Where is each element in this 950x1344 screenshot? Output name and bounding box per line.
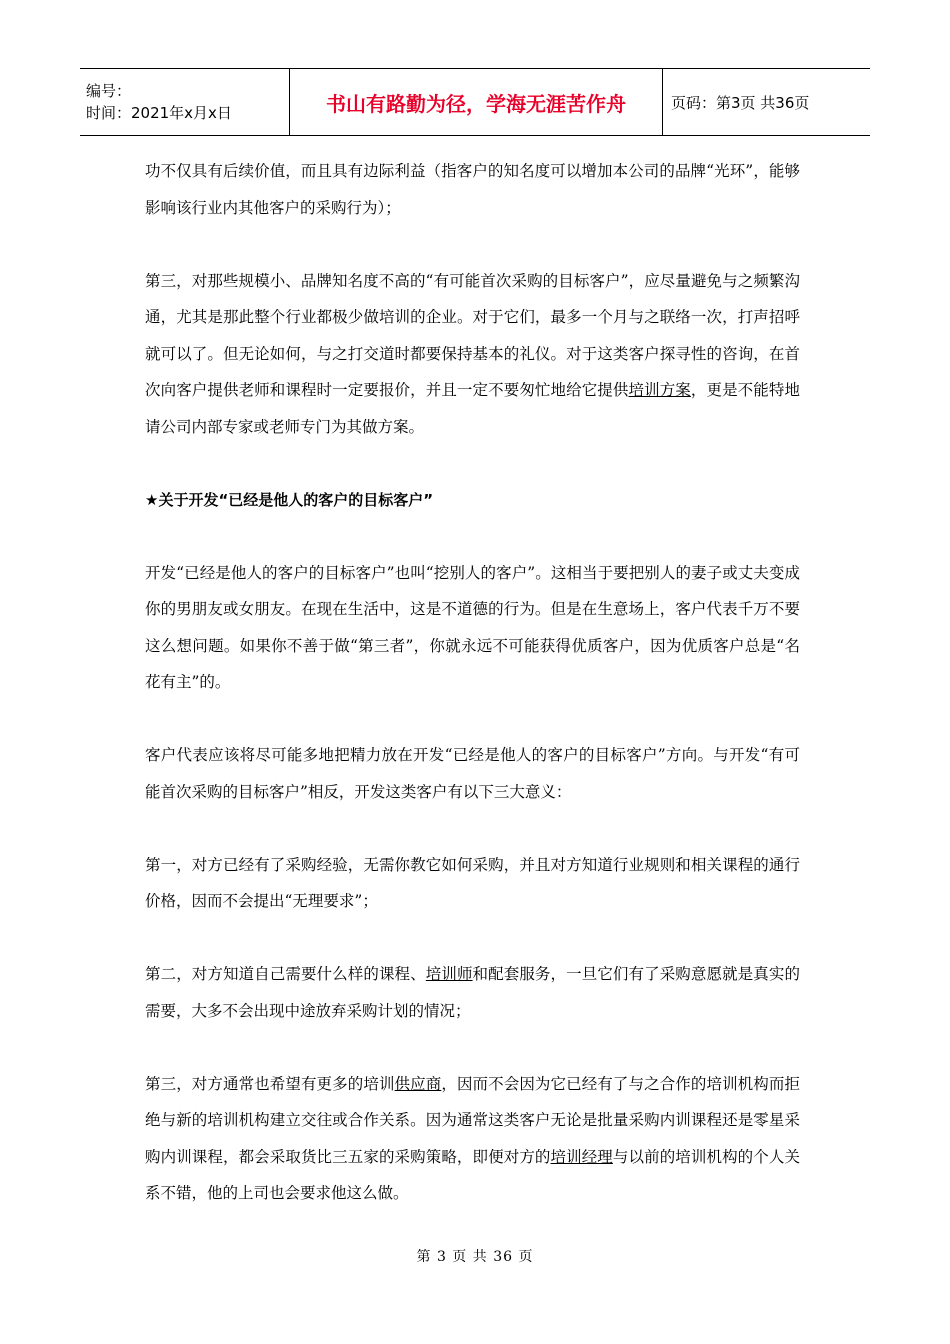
page-header <box>80 68 870 136</box>
header-meta <box>80 69 290 136</box>
paragraph: 第三，对方通常也希望有更多的培训供应商，因而不会因为它已经有了与之合作的培训机构而拒绝与新的培训机构建立交往或合作关系。因为通常这类客户无论是批量采购内训课程还是零星采购内训课程，都会采取货比三五家的采购策略，即便对方的培训经理与以前的培训机构的个人关系不错，他的上司也会要求他这么做。 <box>145 1074 800 1202</box>
paragraph: 第二，对方知道自己需要什么样的课程、培训师和配套服务，一旦它们有了采购意愿就是真实的需要，大多不会出现中途放弃采购计划的情况； <box>145 965 800 1020</box>
paragraph: 第三，对那些规模小、品牌知名度不高的“有可能首次采购的目标客户”，应尽量避免与之频繁沟通，尤其是那此整个行业都极少做培训的企业。对于它们，最多一个月与之联络一次，打声招呼就可以了。但无论如何，与之打交道时都要保持基本的礼仪。对于这类客户探寻性的咨询，在首次向客户提供老师和课程时一定要报价，并且一定不要匆忙地给它提供培训方案，更是不能特地请公司内部专家或老师专门为其做方案。 <box>145 271 800 436</box>
training-plan-link[interactable]: 培训方案 <box>628 381 691 399</box>
supplier-link[interactable]: 供应商 <box>394 1074 442 1093</box>
section-heading: ★关于开发“已经是他人的客户的目标客户” <box>145 490 434 509</box>
paragraph: 第一，对方已经有了采购经验，无需你教它如何采购，并且对方知道行业规则和相关课程的通行价格，因而不会提出“无理要求”； <box>145 855 800 910</box>
paragraph: 功不仅具有后续价值，而且具有边际利益（指客户的知名度可以增加本公司的品牌“光环”，能够影响该行业内其他客户的采购行为）； <box>145 162 800 217</box>
page-footer: 第 3 页 共 36 页 <box>416 1249 534 1265</box>
document-time: 时间：2021年x月x日 <box>86 104 232 122</box>
paragraph: 开发“已经是他人的客户的目标客户”也叫“挖别人的客户”。这相当于要把别人的妻子或丈夫变成你的男朋友或女朋友。在现在生活中，这是不道德的行为。但是在生意场上，客户代表千万不要这么想问题。如果你不善于做“第三者”，你就永远不可能获得优质客户，因为优质客户总是“名花有主”的。 <box>145 563 800 691</box>
training-manager-link[interactable]: 培训经理 <box>550 1147 613 1166</box>
trainer-link[interactable]: 培训师 <box>425 965 473 983</box>
header-motto: 书山有路勤为径，学海无涯苦作舟 <box>290 69 663 136</box>
paragraph: 客户代表应该将尽可能多地把精力放在开发“已经是他人的客户的目标客户”方向。与开发“有可能首次采购的目标客户”相反，开发这类客户有以下三大意义： <box>145 746 800 801</box>
document-code-label: 编号： <box>86 82 132 100</box>
header-page-info: 页码：第3页 共36页 <box>663 69 871 136</box>
document-body <box>145 153 800 1248</box>
